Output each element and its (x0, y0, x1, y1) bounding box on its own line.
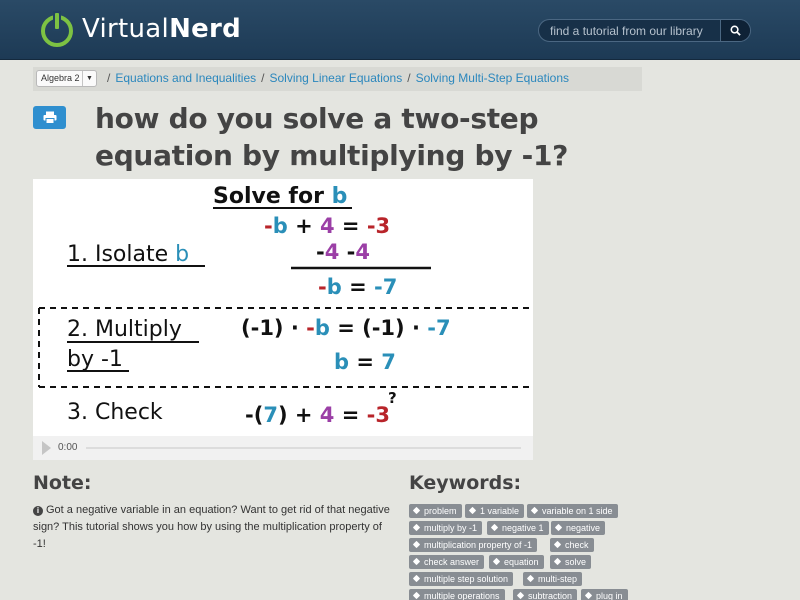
tag-check-answer[interactable] (409, 555, 484, 569)
tag-label: 1 variable (480, 506, 520, 516)
tag-icon (491, 524, 498, 531)
page-title: how do you solve a two-step equation by multiplying by -1? (95, 102, 569, 172)
tag-multiplication-property[interactable] (409, 538, 537, 552)
tag-label: multiple step solution (424, 574, 509, 584)
tag-icon (469, 507, 476, 514)
tag-icon (413, 541, 420, 548)
chevron-down-icon: ▼ (82, 71, 96, 86)
breadcrumb (33, 67, 642, 91)
board-check-questionmark: ? (388, 389, 397, 407)
info-icon: i (33, 506, 43, 516)
tag-1-variable[interactable] (465, 504, 524, 518)
board-step3: 3. Check (67, 400, 163, 425)
board-check: -(7) + 4 = -3 (245, 403, 390, 427)
tag-negative-1[interactable] (487, 521, 549, 535)
tag-label: negative 1 (502, 523, 544, 533)
tag-check[interactable] (550, 538, 594, 552)
tag-icon (554, 541, 561, 548)
tag-label: plug in (596, 591, 623, 600)
video-player[interactable] (33, 179, 533, 459)
subject-select-value: Algebra 2 (41, 73, 80, 83)
tag-icon (493, 558, 500, 565)
search-input[interactable] (539, 20, 721, 41)
tag-label: variable on 1 side (542, 506, 613, 516)
tag-label: subtraction (528, 591, 573, 600)
site-logo[interactable] (40, 10, 241, 48)
tag-icon (554, 558, 561, 565)
keywords-heading: Keywords: (409, 472, 522, 494)
board-step2-line2: by -1 (67, 347, 123, 372)
board-res1: -b = -7 (318, 275, 398, 299)
breadcrumb-separator: / (261, 71, 265, 85)
note-heading: Note: (33, 472, 92, 494)
board-eq1: -b + 4 = -3 (264, 214, 391, 238)
tag-icon (413, 575, 420, 582)
subject-select[interactable] (36, 70, 97, 87)
brand-virtual: Virtual (82, 14, 170, 44)
printer-icon (43, 111, 57, 124)
tag-icon (531, 507, 538, 514)
tag-label: negative (566, 523, 601, 533)
brand-nerd: Nerd (169, 14, 242, 44)
tag-icon (555, 524, 562, 531)
tag-icon (517, 592, 524, 599)
tag-equation[interactable] (489, 555, 544, 569)
breadcrumb-link-solving-linear-equations[interactable]: Solving Linear Equations (269, 71, 403, 85)
breadcrumb-link-equations-inequalities[interactable]: Equations and Inequalities (115, 71, 257, 85)
tag-subtraction[interactable] (513, 589, 577, 600)
breadcrumb-links (102, 71, 569, 85)
search-box (538, 19, 751, 42)
print-button[interactable] (33, 106, 66, 129)
board-res2: b = 7 (334, 350, 396, 374)
tag-icon (585, 592, 592, 599)
tag-multiple-operations[interactable] (409, 589, 505, 600)
breadcrumb-separator: / (407, 71, 411, 85)
tag-solve[interactable] (550, 555, 591, 569)
tag-variable-on-1-side[interactable] (527, 504, 618, 518)
search-button[interactable] (720, 20, 750, 41)
tag-label: equation (504, 557, 539, 567)
tag-label: problem (424, 506, 457, 516)
search-icon (730, 25, 741, 36)
tag-icon (527, 575, 534, 582)
tag-label: check answer (424, 557, 480, 567)
board-heading: Solve for b (213, 184, 348, 209)
tag-label: multi-step (538, 574, 578, 584)
tag-multiply-by-minus-1[interactable] (409, 521, 482, 535)
note-text (33, 502, 393, 553)
board-mult: (-1) · -b = (-1) · -7 (241, 316, 451, 340)
whiteboard-frame (33, 179, 533, 437)
play-icon[interactable] (42, 441, 51, 455)
tag-multi-step[interactable] (523, 572, 582, 586)
video-time: 0:00 (58, 442, 78, 453)
tag-problem[interactable] (409, 504, 462, 518)
tag-label: solve (565, 557, 587, 567)
tag-icon (413, 558, 420, 565)
breadcrumb-separator: / (107, 71, 111, 85)
tag-label: check (565, 540, 589, 550)
site-header (0, 0, 800, 60)
tag-negative[interactable] (551, 521, 605, 535)
board-step2-line1: 2. Multiply (67, 317, 182, 342)
tag-icon (413, 524, 420, 531)
power-logo-icon (40, 10, 74, 48)
tag-icon (413, 507, 420, 514)
note-body: Got a negative variable in an equation? Want to get rid of that negative sign? This tutorial shows you how by using the multiplication property of -1! (33, 504, 390, 550)
tag-icon (413, 592, 420, 599)
tag-label: multiplication property of -1 (424, 540, 533, 550)
tag-multiple-step-solution[interactable] (409, 572, 513, 586)
breadcrumb-link-solving-multi-step-equations[interactable]: Solving Multi-Step Equations (415, 71, 569, 85)
tag-label: multiple operations (424, 591, 500, 600)
video-progress-bar[interactable] (86, 447, 521, 449)
brand-name (82, 14, 241, 44)
tag-plug-in[interactable] (581, 589, 628, 600)
board-step1: 1. Isolate b (67, 242, 190, 267)
board-sub: -4 -4 (316, 240, 370, 264)
tag-label: multiply by -1 (424, 523, 478, 533)
